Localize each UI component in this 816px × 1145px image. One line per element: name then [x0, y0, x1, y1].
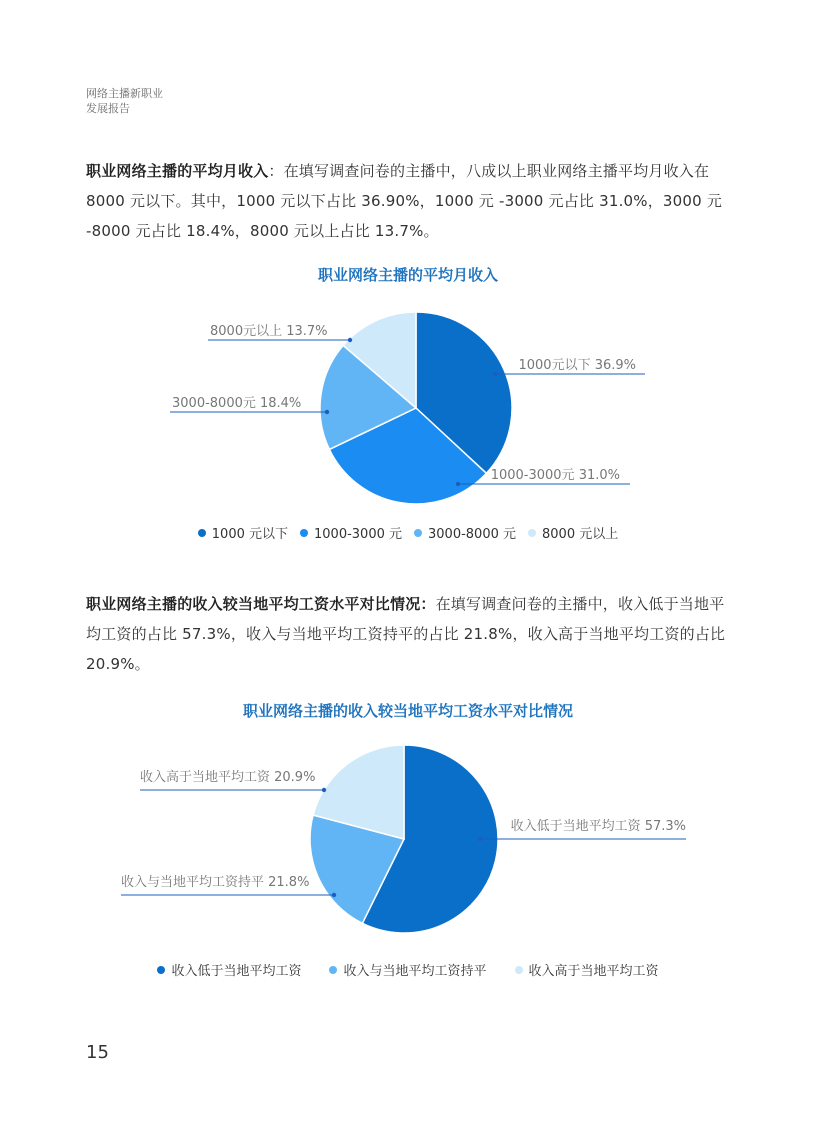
chart-1-title: 职业网络主播的平均月收入	[317, 266, 498, 284]
legend-color-dot	[157, 966, 165, 974]
legend-color-dot	[528, 529, 536, 537]
chart-2-slice-label-2: 收入与当地平均工资持平 21.8%	[121, 875, 310, 890]
chart-2-slice-label-3: 收入高于当地平均工资 20.9%	[140, 770, 316, 785]
chart-1-leader-dot-3	[325, 410, 329, 414]
legend-label: 1000 元以下	[211, 527, 288, 542]
chart-1-leader-dot-4	[348, 338, 352, 342]
page-number: 15	[86, 1042, 109, 1063]
chart-2-leader-dot-3	[322, 788, 326, 792]
legend-label: 收入与当地平均工资持平	[343, 964, 487, 979]
paragraph-1-text: ：在填写调查问卷的主播中，八成以上职业网络主播平均月收入在 8000 元以下。其中，1000 元以下占比 36.90%，1000 元 -3000 元占比 31.0%，3000 元 -8000 元占比 18.4%，8000 元以上占比 13.7%。	[86, 162, 723, 240]
paragraph-1-heading: 职业网络主播的平均月收入	[86, 162, 269, 180]
header-line-2: 发展报告	[86, 102, 130, 115]
legend-color-dot	[515, 966, 523, 974]
chart-1-legend-item-1	[198, 523, 288, 542]
legend-label: 3000-8000 元	[428, 527, 516, 542]
header-line-1: 网络主播新职业	[86, 87, 163, 100]
chart-2-leader-dot-2	[332, 893, 336, 897]
chart-1-leader-dot-2	[456, 482, 460, 486]
report-header	[86, 86, 163, 116]
legend-color-dot	[414, 529, 422, 537]
paragraph-income-comparison	[86, 589, 732, 679]
legend-label: 1000-3000 元	[314, 527, 402, 542]
chart-1-legend	[0, 523, 816, 542]
chart-2-legend-item-2	[329, 960, 486, 979]
chart-1-slice-label-3: 3000-8000元 18.4%	[172, 396, 302, 411]
legend-color-dot	[329, 966, 337, 974]
chart-1-legend-item-3	[414, 523, 516, 542]
chart-1-legend-item-4	[528, 523, 618, 542]
legend-color-dot	[198, 529, 206, 537]
legend-label: 8000 元以上	[542, 527, 619, 542]
chart-2-legend	[0, 960, 816, 979]
legend-label: 收入高于当地平均工资	[528, 964, 659, 979]
chart-2-slice-label-1: 收入低于当地平均工资 57.3%	[510, 819, 686, 834]
legend-label: 收入低于当地平均工资	[171, 964, 302, 979]
income-pie-chart	[0, 290, 816, 520]
chart-1-slice-label-2: 1000-3000元 31.0%	[490, 468, 620, 483]
chart-2-title: 职业网络主播的收入较当地平均工资水平对比情况	[242, 702, 573, 720]
chart-2-legend-item-3	[515, 960, 659, 979]
paragraph-2-heading: 职业网络主播的收入较当地平均工资水平对比情况：	[86, 595, 436, 613]
chart-1-leader-dot-1	[493, 372, 497, 376]
comparison-pie-chart	[0, 732, 816, 947]
chart-2-legend-item-1	[157, 960, 301, 979]
paragraph-monthly-income	[86, 156, 732, 246]
chart-1-slice-label-4: 8000元以上 13.7%	[210, 324, 328, 339]
paragraph-2-text: 在填写调查问卷的主播中，收入低于当地平均工资的占比 57.3%，收入与当地平均工资持平的占比 21.8%，收入高于当地平均工资的占比 20.9%。	[86, 595, 726, 673]
chart-2-leader-dot-1	[478, 837, 482, 841]
chart-1-legend-item-2	[300, 523, 402, 542]
legend-color-dot	[300, 529, 308, 537]
chart-1-slice-label-1: 1000元以下 36.9%	[518, 358, 636, 373]
